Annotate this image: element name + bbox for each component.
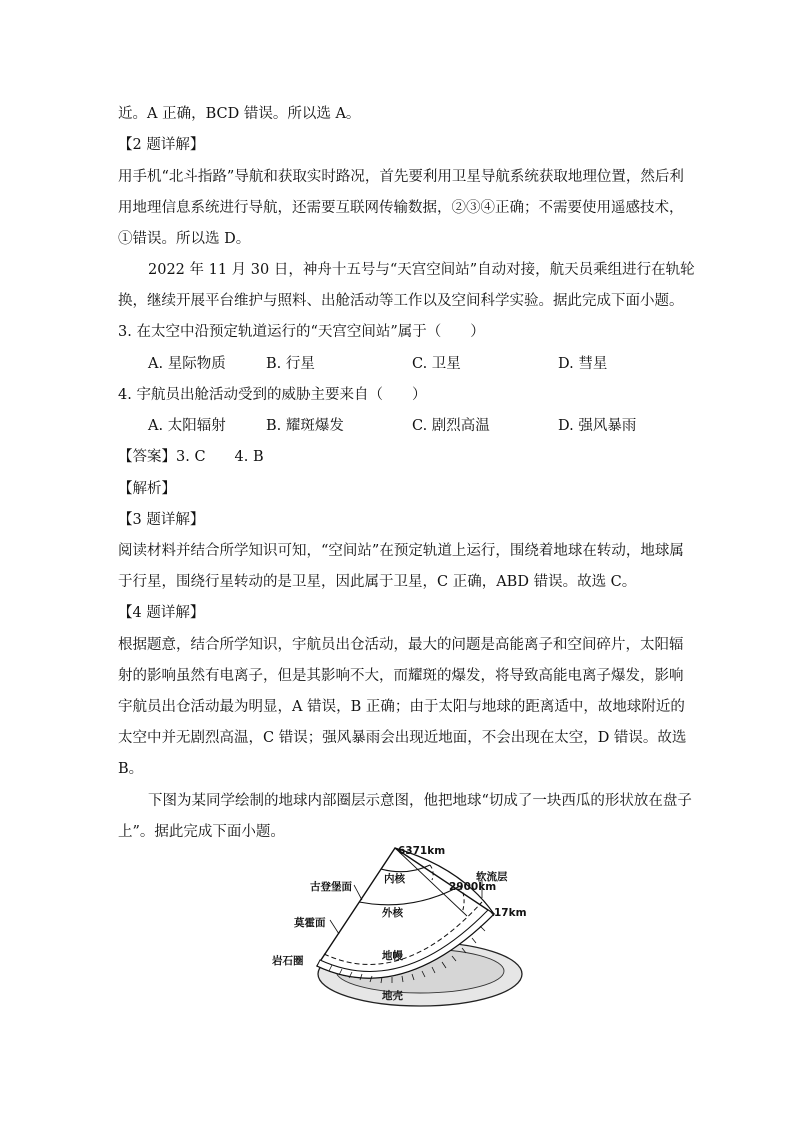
- label-moho: 莫霍面: [294, 917, 326, 929]
- text-line: 近。A 正确，BCD 错误。所以选 A。: [118, 106, 361, 122]
- text-line: 2022 年 11 月 30 日，神舟十五号与“天宫空间站”自动对接，航天员乘组进行在轨轮: [148, 262, 695, 278]
- label-inner-core: 内核: [384, 873, 405, 885]
- label-6371km: 6371km: [398, 845, 446, 857]
- label-lithosphere: 岩石圈: [272, 955, 304, 967]
- q4-option-b: B. 耀斑爆发: [266, 418, 344, 434]
- text-line: 下图为某同学绘制的地球内部圈层示意图，他把地球“切成了一块西瓜的形状放在盘子: [148, 793, 692, 809]
- text-line: B。: [118, 761, 144, 777]
- section-heading: 【解析】: [118, 481, 176, 497]
- text-line: 于行星，围绕行星转动的是卫星，因此属于卫星，C 正确，ABD 错误。故选 C。: [118, 574, 637, 590]
- q3-option-b: B. 行星: [266, 356, 315, 372]
- text-line: 太空中并无剧烈高温，C 错误；强风暴雨会出现近地面，不会出现在太空，D 错误。故选: [118, 730, 687, 746]
- text-line: 用手机“北斗指路”导航和获取实时路况，首先要利用卫星导航系统获取地理位置，然后利: [118, 169, 684, 185]
- label-outer-core: 外核: [382, 907, 403, 919]
- label-mantle: 地幔: [382, 950, 403, 962]
- answer-line: 【答案】3. C 4. B: [118, 449, 264, 465]
- text-line: 换，继续开展平台维护与照料、出舱活动等工作以及空间科学实验。据此完成下面小题。: [118, 293, 684, 309]
- q3-option-c: C. 卫星: [412, 356, 461, 372]
- text-line: 用地理信息系统进行导航，还需要互联网传输数据，②③④正确；不需要使用遥感技术，: [118, 200, 684, 216]
- q4-option-a: A. 太阳辐射: [148, 418, 226, 434]
- q3-option-d: D. 彗星: [558, 356, 608, 372]
- text-line: 射的影响虽然有电离子，但是其影响不大，而耀斑的爆发，将导致高能电离子爆发，影响: [118, 668, 684, 684]
- label-17km: 17km: [494, 907, 527, 919]
- section-heading: 【2 题详解】: [118, 137, 205, 153]
- text-line: ①错误。所以选 D。: [118, 231, 251, 247]
- text-line: 上”。据此完成下面小题。: [118, 824, 285, 840]
- leader-moho: [330, 920, 339, 934]
- q4-option-d: D. 强风暴雨: [558, 418, 637, 434]
- label-asthenosphere: 软流层: [476, 871, 508, 883]
- question-4: 4. 宇航员出舱活动受到的威胁主要来自（ ）: [118, 387, 427, 403]
- q4-option-c: C. 剧烈高温: [412, 418, 490, 434]
- question-3: 3. 在太空中沿预定轨道运行的“天宫空间站”属于（ ）: [118, 324, 485, 340]
- text-line: 根据题意，结合所学知识，宇航员出仓活动，最大的问题是高能离子和空间碎片，太阳辐: [118, 637, 684, 653]
- section-heading: 【4 题详解】: [118, 605, 205, 621]
- label-gutenberg: 古登堡面: [310, 881, 352, 893]
- text-line: 阅读材料并结合所学知识可知，“空间站”在预定轨道上运行，围绕着地球在转动，地球属: [118, 543, 684, 559]
- label-crust: 地壳: [382, 990, 403, 1002]
- earth-layers-diagram: [262, 838, 532, 1013]
- text-line: 宇航员出仓活动最为明显，A 错误，B 正确；由于太阳与地球的距离适中，故地球附近的: [118, 699, 685, 715]
- leader-gutenberg: [354, 885, 362, 900]
- q3-option-a: A. 星际物质: [148, 356, 226, 372]
- section-heading: 【3 题详解】: [118, 512, 205, 528]
- label-2900km: 2900km: [449, 881, 497, 893]
